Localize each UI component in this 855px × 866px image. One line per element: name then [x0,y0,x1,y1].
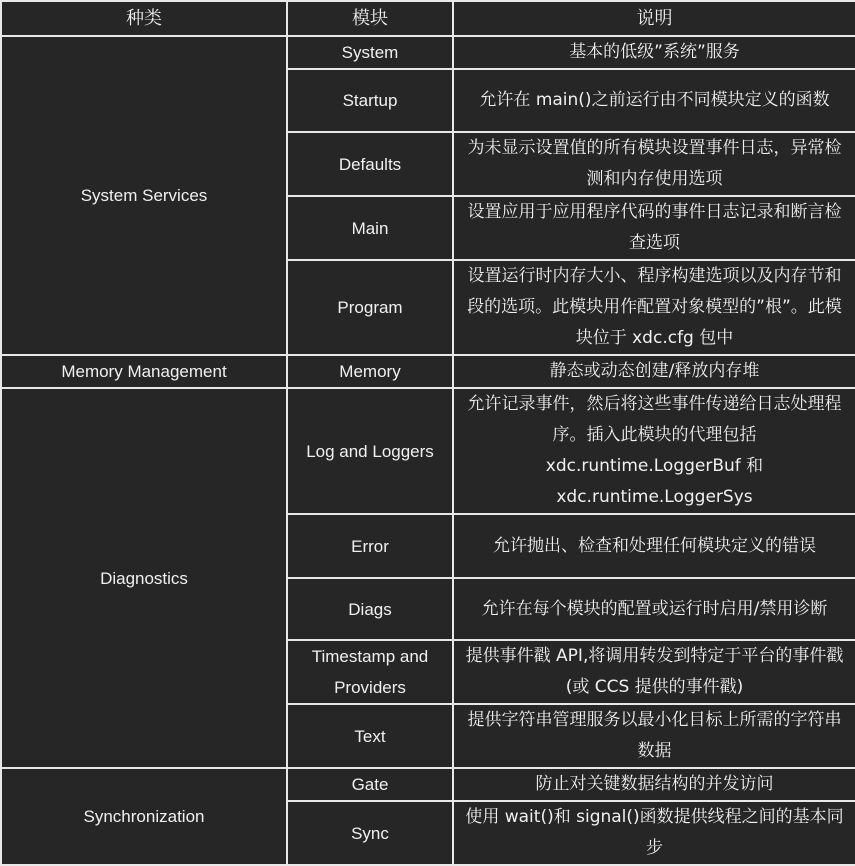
description-cell: 静态或动态创建/释放内存堆 [453,355,855,388]
description-cell: 设置应用于应用程序代码的事件日志记录和断言检查选项 [453,196,855,260]
category-cell: Memory Management [1,355,287,388]
table-row [1,388,855,514]
module-cell: Memory [287,355,453,388]
description-cell: 设置运行时内存大小、程序构建选项以及内存节和段的选项。此模块用作配置对象模型的”根”。此模块位于 xdc.cfg 包中 [453,260,855,355]
module-cell: Program [287,260,453,355]
category-cell: Synchronization [1,768,287,865]
table-row [1,355,855,388]
module-cell: Log and Loggers [287,388,453,514]
description-cell: 允许抛出、检查和处理任何模块定义的错误 [453,514,855,578]
module-cell: Startup [287,69,453,132]
module-cell: Defaults [287,132,453,196]
module-cell: Timestamp and Providers [287,640,453,704]
module-cell: Sync [287,801,453,865]
description-cell: 提供事件戳 API,将调用转发到特定于平台的事件戳(或 CCS 提供的事件戳) [453,640,855,704]
description-cell: 允许在每个模块的配置或运行时启用/禁用诊断 [453,578,855,640]
category-cell: System Services [1,36,287,355]
description-cell: 允许记录事件，然后将这些事件传递给日志处理程序。插入此模块的代理包括 xdc.runtime.LoggerBuf 和 xdc.runtime.LoggerSys [453,388,855,514]
module-cell: Main [287,196,453,260]
header-module: 模块 [287,1,453,36]
module-cell: System [287,36,453,69]
module-cell: Text [287,704,453,768]
header-description: 说明 [453,1,855,36]
category-cell: Diagnostics [1,388,287,768]
description-cell: 为未显示设置值的所有模块设置事件日志，异常检测和内存使用选项 [453,132,855,196]
description-cell: 防止对关键数据结构的并发访问 [453,768,855,801]
description-cell: 使用 wait()和 signal()函数提供线程之间的基本同步 [453,801,855,865]
header-category: 种类 [1,1,287,36]
table-row [1,768,855,801]
description-cell: 允许在 main()之前运行由不同模块定义的函数 [453,69,855,132]
table-row [1,36,855,69]
module-cell: Gate [287,768,453,801]
header-row [1,1,855,36]
module-cell: Diags [287,578,453,640]
module-cell: Error [287,514,453,578]
description-cell: 提供字符串管理服务以最小化目标上所需的字符串数据 [453,704,855,768]
description-cell: 基本的低级”系统”服务 [453,36,855,69]
